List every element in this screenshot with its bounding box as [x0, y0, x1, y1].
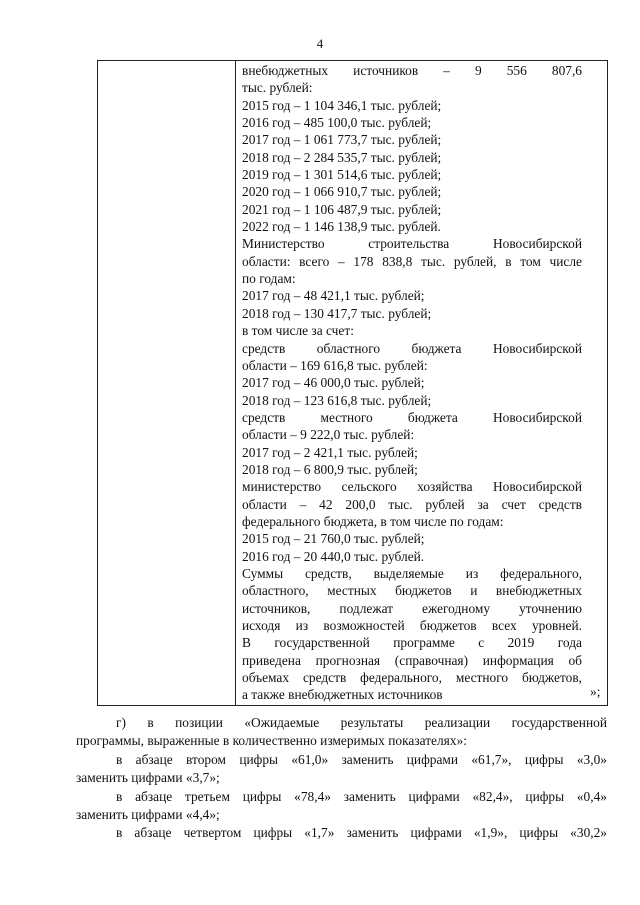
cell-line: министерство сельского хозяйства Новосибирской — [242, 479, 582, 495]
body-line: в абзаце четвертом цифры «1,7» заменить цифрами «1,9», цифры «30,2» — [116, 825, 607, 841]
cell-line: 2017 год – 46 000,0 тыс. рублей; — [242, 375, 425, 391]
cell-line: 2018 год – 130 417,7 тыс. рублей; — [242, 305, 432, 321]
cell-line: тыс. рублей: — [242, 80, 313, 96]
cell-line: 2017 год – 2 421,1 тыс. рублей; — [242, 444, 418, 460]
cell-line: 2021 год – 1 106 487,9 тыс. рублей; — [242, 201, 442, 217]
table-right-border — [607, 61, 608, 705]
cell-line: по годам: — [242, 271, 296, 287]
cell-line: а также внебюджетных источников — [242, 687, 443, 703]
cell-line: внебюджетных источников – 9 556 807,6 — [242, 63, 582, 78]
cell-line: Министерство строительства Новосибирской — [242, 236, 582, 252]
cell-line: 2015 год – 1 104 346,1 тыс. рублей; — [242, 97, 442, 113]
body-line: в абзаце третьем цифры «78,4» заменить цифрами «82,4», цифры «0,4» — [116, 788, 607, 804]
column-divider — [235, 61, 236, 705]
closing-quote-mark: »; — [590, 684, 601, 699]
body-line: программы, выраженные в количественно измеримых показателях»: — [76, 733, 467, 749]
cell-line: 2018 год – 123 616,8 тыс. рублей; — [242, 392, 432, 408]
cell-line: областного, местных бюджетов и внебюджетных — [242, 583, 582, 599]
cell-line: исходя из возможностей бюджетов всех уровней. — [242, 618, 582, 633]
cell-line: В государственной программе с 2019 года — [242, 635, 582, 651]
cell-line: 2017 год – 48 421,1 тыс. рублей; — [242, 288, 425, 304]
amendment-paragraphs — [76, 714, 607, 843]
body-line: г) в позиции «Ожидаемые результаты реализации государственной — [116, 715, 607, 730]
cell-line: средств местного бюджета Новосибирской — [242, 409, 582, 425]
cell-line: 2020 год – 1 066 910,7 тыс. рублей; — [242, 184, 442, 200]
cell-line: 2016 год – 20 440,0 тыс. рублей. — [242, 548, 425, 564]
cell-line: области – 42 200,0 тыс. рублей за счет средств — [242, 496, 582, 512]
cell-line: средств областного бюджета Новосибирской — [242, 340, 582, 356]
cell-line: федерального бюджета, в том числе по годам: — [242, 513, 504, 529]
body-line: заменить цифрами «4,4»; — [76, 807, 220, 823]
cell-line: 2019 год – 1 301 514,6 тыс. рублей; — [242, 167, 442, 183]
cell-line: источников, подлежат ежегодному уточнению — [242, 600, 582, 616]
body-line: в абзаце втором цифры «61,0» заменить цифрами «61,7», цифры «3,0» — [116, 751, 607, 767]
body-line: заменить цифрами «3,7»; — [76, 770, 220, 786]
cell-line: области – 169 616,8 тыс. рублей: — [242, 357, 428, 373]
cell-line: 2017 год – 1 061 773,7 тыс. рублей; — [242, 132, 442, 148]
cell-line: 2016 год – 485 100,0 тыс. рублей; — [242, 115, 432, 131]
funding-cell — [242, 62, 582, 704]
cell-line: области: всего – 178 838,8 тыс. рублей, в том числе — [242, 253, 582, 269]
cell-line: в том числе за счет: — [242, 323, 354, 339]
cell-line: области – 9 222,0 тыс. рублей: — [242, 427, 415, 443]
cell-line: 2022 год – 1 146 138,9 тыс. рублей. — [242, 219, 441, 235]
cell-line: 2015 год – 21 760,0 тыс. рублей; — [242, 531, 425, 547]
page-number: 4 — [316, 36, 324, 51]
cell-line: 2018 год – 6 800,9 тыс. рублей; — [242, 461, 418, 477]
cell-line: 2018 год – 2 284 535,7 тыс. рублей; — [242, 149, 442, 165]
cell-line: приведена прогнозная (справочная) информация об — [242, 652, 582, 668]
cell-line: Суммы средств, выделяемые из федерального, — [242, 565, 582, 581]
cell-line: объемах средств федерального, местного бюджетов, — [242, 670, 582, 686]
